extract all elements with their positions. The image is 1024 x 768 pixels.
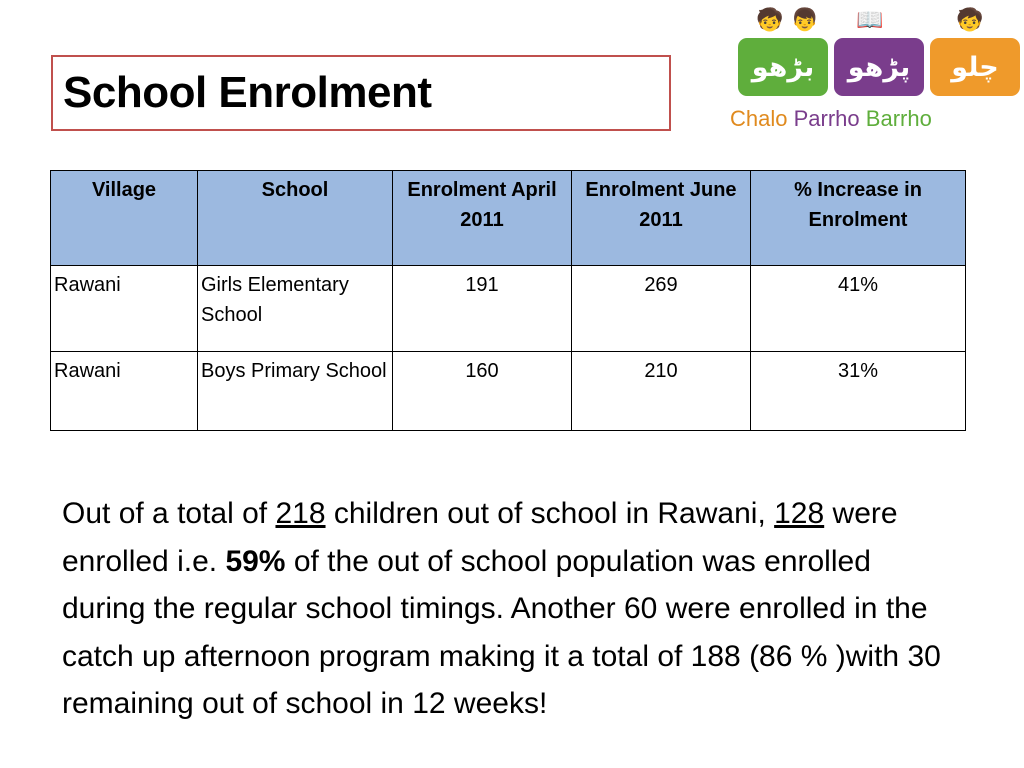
header-enrolment-april: Enrolment April 2011 [393,171,572,266]
table-header-row [51,171,966,266]
enrolled-number: 128 [774,497,825,530]
title-box [51,55,671,131]
enrolment-table [50,170,966,431]
table-row [51,266,966,352]
logo-tile-purple: ﭘﮍﮬﻮ [834,38,924,96]
header-enrolment-june: Enrolment June 2011 [572,171,751,266]
enrolled-percent: 59% [225,544,286,578]
logo-brand-text [730,106,1020,136]
cell-village: Rawani [51,352,198,431]
cell-percent-increase: 41% [751,266,966,352]
table-row [51,352,966,431]
brand-word-chalo: Chalo [730,106,788,131]
cell-enrolment-april: 160 [393,352,572,431]
cell-school: Boys Primary School [198,352,393,431]
children-icon: 🧒 [756,7,784,32]
cell-enrolment-june: 210 [572,352,751,431]
page-title: School Enrolment [63,68,432,117]
chalo-parrho-barrho-logo [730,2,1020,137]
header-school: School [198,171,393,266]
cell-enrolment-june: 269 [572,266,751,352]
reading-children-icon: 📖 [856,7,884,32]
brand-word-barrho: Barrho [865,106,932,131]
logo-tiles [738,38,1018,96]
brand-word-parrho: Parrho [793,106,860,131]
cell-percent-increase: 31% [751,352,966,431]
logo-children-illustration [730,2,1020,38]
paragraph-text: of the out of school population was enrolled during the regular school timings. Another 60 were enrolled in the catch up afternoon program making it a total of 188 (86 % )with 30 remaining out of school in 12 weeks! [62,544,941,720]
header-village: Village [51,171,198,266]
logo-tile-green: ﺑﮍﮬﻮ [738,38,828,96]
total-children-number: 218 [275,497,326,530]
paragraph-text: Out of a total of [62,497,276,530]
paragraph-text: children out of school in Rawani, [325,497,775,530]
cell-school: Girls Elementary School [198,266,393,352]
cell-village: Rawani [51,266,198,352]
children-icon: 🧒 [956,7,984,32]
children-icon: 👦 [791,7,819,32]
cell-enrolment-april: 191 [393,266,572,352]
header-percent-increase: % Increase in Enrolment [751,171,966,266]
paragraph-text: were enrolled i.e. [62,497,898,578]
summary-paragraph [62,490,962,728]
logo-tile-orange: ﭼﻠﻮ [930,38,1020,96]
